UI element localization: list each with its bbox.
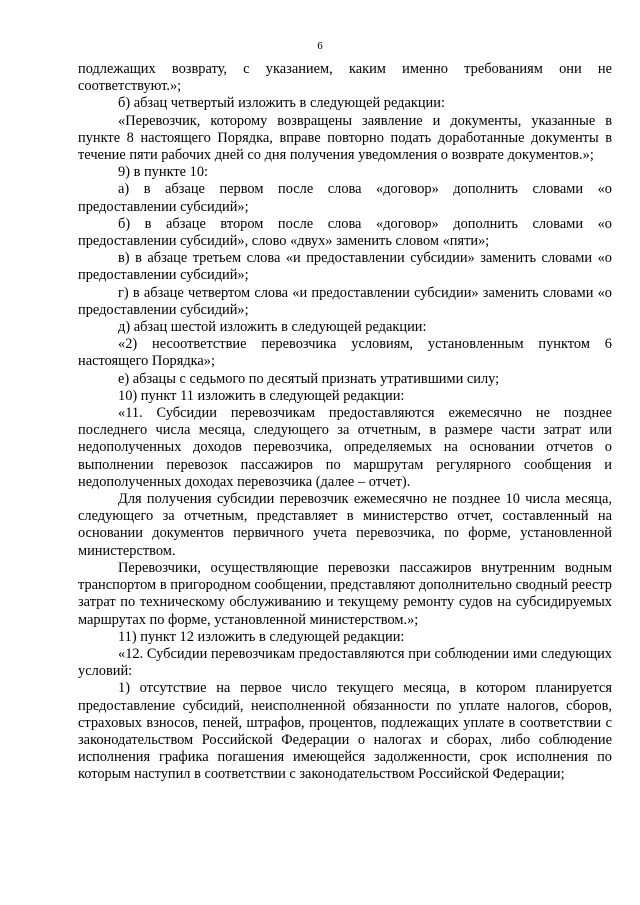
paragraph: д) абзац шестой изложить в следующей редакции:: [118, 319, 427, 336]
paragraph: е) абзацы с седьмого по десятый признать утратившими силу;: [118, 370, 500, 387]
paragraph: подлежащих возврату, с указанием, каким именно требованиям они не соответствуют.»;: [78, 61, 612, 95]
paragraph: 9) в пункте 10:: [118, 164, 209, 181]
paragraph: 11) пункт 12 изложить в следующей редакции:: [118, 628, 405, 645]
paragraph: в) в абзаце третьем слова «и предоставлении субсидии» заменить словами «о предоставлении субсидий»;: [78, 250, 612, 284]
paragraph: 10) пункт 11 изложить в следующей редакции:: [118, 387, 405, 404]
paragraph: Перевозчики, осуществляющие перевозки пассажиров внутренним водным транспортом в пригородном сообщении, представляют дополнительно сводный реестр затрат по техническому обслуживанию и текущему ремонту судов на субсидируемых маршрутах по форме, установленной министерством.»;: [78, 559, 612, 628]
paragraph: б) абзац четвертый изложить в следующей редакции:: [118, 95, 445, 112]
paragraph: б) в абзаце втором после слова «договор» дополнить словами «о предоставлении субсидий», слово «двух» заменить словом «пяти»;: [78, 215, 612, 250]
paragraph: г) в абзаце четвертом слова «и предоставлении субсидии» заменить словами «о предоставлении субсидий»;: [78, 284, 612, 318]
paragraph: «11. Субсидии перевозчикам предоставляются ежемесячно не позднее последнего числа месяца, следующего за отчетным, в размере части затрат или недополученных доходов перевозчика, определяемых на основании отчетов о выполнении перевозок пассажиров по маршрутам регулярного сообщения и недополученных доходах перевозчика (далее – отчет).: [78, 405, 612, 490]
paragraph: Для получения субсидии перевозчик ежемесячно не позднее 10 числа месяца, следующего за отчетным, представляет в министерство отчет, составленный на основании документов первичного учета перевозчика, по форме, установленной министерством.: [78, 491, 612, 559]
paragraph: «12. Субсидии перевозчикам предоставляются при соблюдении ими следующих условий:: [78, 645, 612, 680]
paragraph: «2) несоответствие перевозчика условиям, установленным пунктом 6 настоящего Порядка»;: [78, 336, 612, 370]
page-number: 6: [317, 40, 323, 52]
document-body: [78, 61, 612, 784]
paragraph: а) в абзаце первом после слова «договор» дополнить словами «о предоставлении субсидий»;: [78, 181, 612, 215]
paragraph: «Перевозчик, которому возвращены заявление и документы, указанные в пункте 8 настоящего Порядка, вправе повторно подать доработанные документы в течение пяти рабочих дней со дня получения уведомления о возврате документов.»;: [78, 112, 612, 164]
paragraph: 1) отсутствие на первое число текущего месяца, в котором планируется предоставление субсидий, неисполненной обязанности по уплате налогов, сборов, страховых взносов, пеней, штрафов, процентов, подлежащих уплате в соответствии с законодательством Российской Федерации о налогах и сборах, либо соблюдение исполнения графика погашения имеющейся задолженности, срок исполнения по которым наступил в соответствии с законодательством Российской Федерации;: [78, 680, 612, 783]
